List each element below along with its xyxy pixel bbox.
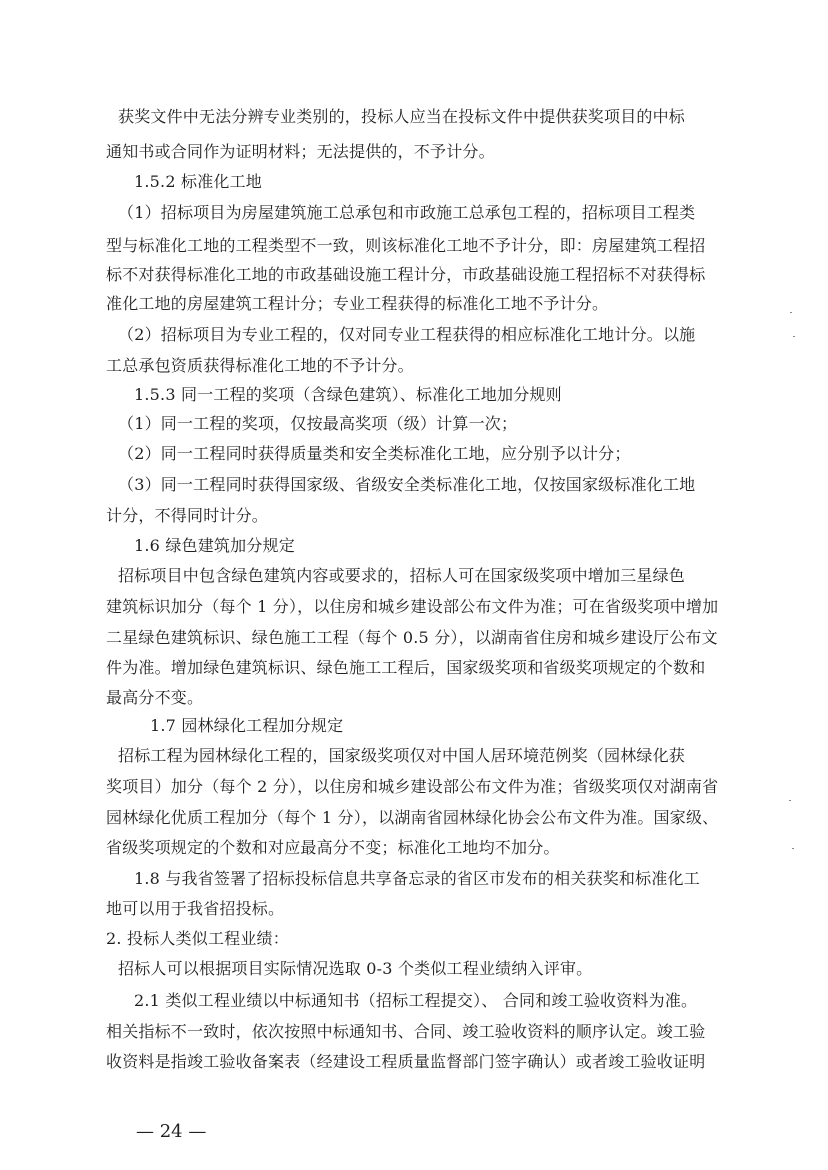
scan-mark <box>790 312 792 313</box>
text-line: （1）招标项目为房屋建筑施工总承包和市政施工总承包工程的，招标项目工程类 <box>118 203 696 222</box>
text-line: 省级奖项规定的个数和对应最高分不变；标准化工地均不加分。 <box>106 838 560 857</box>
text-line: 准化工地的房屋建筑工程计分；专业工程获得的标准化工地不予计分。 <box>106 294 609 313</box>
text-line: （2）招标项目为专业工程的，仅对同专业工程获得的相应标准化工地计分。以施 <box>118 325 696 344</box>
section-heading-1-6: 1.6 绿色建筑加分规定 <box>134 536 295 555</box>
text-line: 收资料是指竣工验收备案表（经建设工程质量监督部门签字确认）或者竣工验收证明 <box>106 1052 706 1071</box>
text-line: 招标项目中包含绿色建筑内容或要求的，招标人可在国家级奖项中增加三星绿色 <box>118 566 686 585</box>
text-line: 二星绿色建筑标识、绿色施工工程（每个 0.5 分），以湖南省住房和城乡建设厅公布文 <box>106 628 718 647</box>
text-line: 件为准。增加绿色建筑标识、绿色施工工程后，国家级奖项和省级奖项规定的个数和 <box>106 658 706 677</box>
section-heading-1-5-2: 1.5.2 标准化工地 <box>134 172 262 191</box>
text-line: 相关指标不一致时，依次按照中标通知书、合同、竣工验收资料的顺序认定。竣工验 <box>106 1022 706 1041</box>
text-line: 建筑标识加分（每个 1 分），以住房和城乡建设部公布文件为准；可在省级奖项中增加 <box>106 597 719 616</box>
text-line: 招标人可以根据项目实际情况选取 0-3 个类似工程业绩纳入评审。 <box>118 959 593 978</box>
text-line: 标不对获得标准化工地的市政基础设施工程计分，市政基础设施工程招标不对获得标 <box>106 265 706 284</box>
text-line: 计分，不得同时计分。 <box>106 506 269 525</box>
text-line: 招标工程为园林绿化工程的，国家级奖项仅对中国人居环境范例奖（园林绿化获 <box>118 746 686 765</box>
text-line: 地可以用于我省招投标。 <box>106 899 285 918</box>
scan-mark <box>793 336 795 337</box>
text-line: 通知书或合同作为证明材料；无法提供的，不予计分。 <box>106 142 495 161</box>
text-line: 获奖文件中无法分辨专业类别的，投标人应当在投标文件中提供获奖项目的中标 <box>118 107 686 126</box>
section-heading-1-8: 1.8 与我省签署了招标投标信息共享备忘录的省区市发布的相关获奖和标准化工 <box>134 869 700 888</box>
text-line: 园林绿化优质工程加分（每个 1 分），以湖南省园林绿化协会公布文件为准。国家级、 <box>106 808 719 827</box>
section-heading-2: 2. 投标人类似工程业绩： <box>106 929 289 948</box>
text-line: 工总承包资质获得标准化工地的不予计分。 <box>106 356 414 375</box>
text-line: （3）同一工程同时获得国家级、省级安全类标准化工地，仅按国家级标准化工地 <box>118 475 696 494</box>
page-number: — 24 — <box>136 1121 207 1142</box>
text-line: 奖项目）加分（每个 2 分），以住房和城乡建设部公布文件为准；省级奖项仅对湖南省 <box>106 777 719 796</box>
text-line: 型与标准化工地的工程类型不一致，则该标准化工地不予计分，即：房屋建筑工程招 <box>106 236 706 255</box>
section-heading-1-7: 1.7 园林绿化工程加分规定 <box>150 716 344 735</box>
text-line: （2）同一工程同时获得质量类和安全类标准化工地，应分别予以计分； <box>118 444 631 463</box>
text-line: （1）同一工程的奖项，仅按最高奖项（级）计算一次； <box>118 414 518 433</box>
scan-mark <box>789 800 791 801</box>
scan-mark <box>792 848 794 849</box>
section-heading-2-1: 2.1 类似工程业绩以中标通知书（招标工程提交）、 合同和竣工验收资料为准。 <box>134 991 698 1010</box>
text-line: 最高分不变。 <box>106 688 204 707</box>
section-heading-1-5-3: 1.5.3 同一工程的奖项（含绿色建筑）、标准化工地加分规则 <box>134 385 562 404</box>
